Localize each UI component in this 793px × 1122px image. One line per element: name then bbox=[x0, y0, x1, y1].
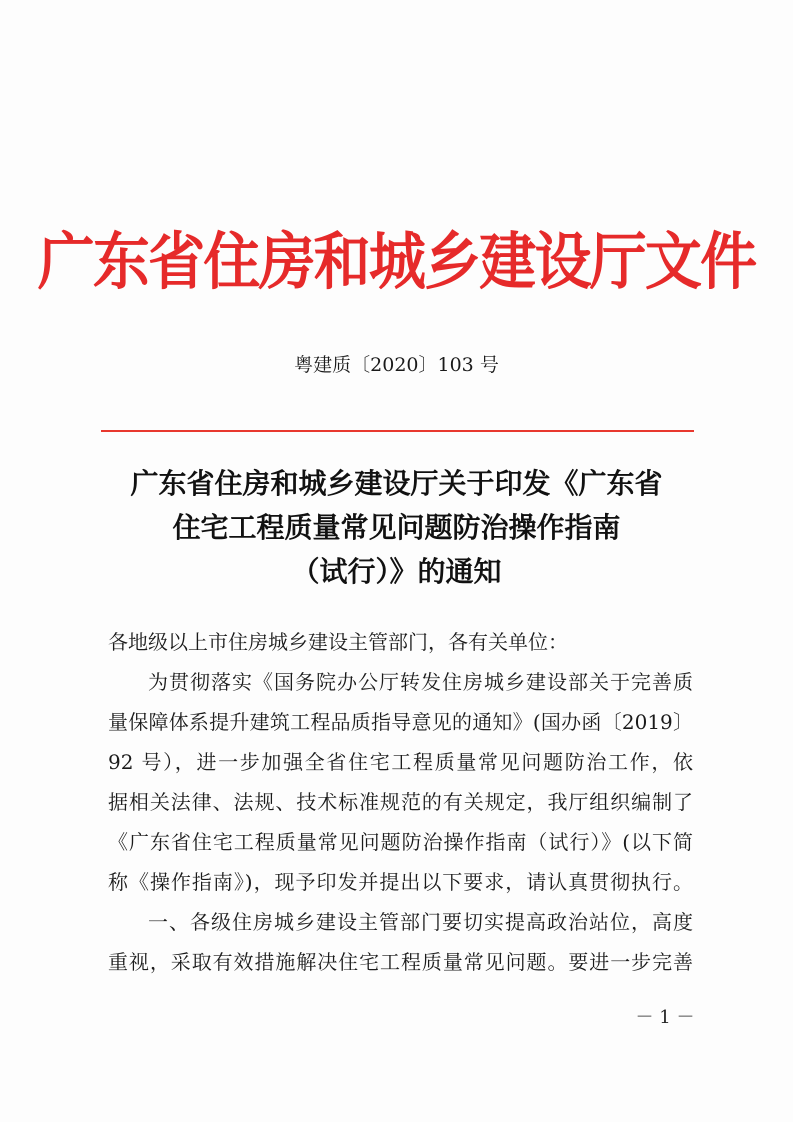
salutation: 各地级以上市住房城乡建设主管部门，各有关单位： bbox=[108, 630, 568, 654]
document-number: 粤建质〔2020〕103 号 bbox=[294, 354, 499, 376]
title-line: 住宅工程质量常见问题防治操作指南 bbox=[172, 511, 621, 544]
paragraph-line: 92 号），进一步加强全省住宅工程质量常见问题防治工作，依 bbox=[108, 750, 693, 774]
paragraph-line: 一、各级住房城乡建设主管部门要切实提高政治站位，高度 bbox=[148, 910, 693, 934]
paragraph-line: 量保障体系提升建筑工程品质指导意见的通知》(国办函〔2019〕 bbox=[108, 710, 693, 734]
paragraph-line: 重视，采取有效措施解决住宅工程质量常见问题。要进一步完善 bbox=[108, 950, 693, 974]
page-number: － 1 － bbox=[635, 1007, 695, 1028]
issuing-authority-header: 广东省住房和城乡建设厅文件 bbox=[37, 225, 756, 298]
title-line: 广东省住房和城乡建设厅关于印发《广东省 bbox=[130, 467, 663, 500]
paragraph-line: 称《操作指南》)，现予印发并提出以下要求，请认真贯彻执行。 bbox=[108, 870, 693, 894]
paragraph-line: 据相关法律、法规、技术标准规范的有关规定，我厅组织编制了 bbox=[108, 790, 693, 814]
document-body bbox=[108, 622, 693, 982]
red-divider-line bbox=[101, 430, 694, 432]
title-line: （试行）》的通知 bbox=[291, 555, 502, 588]
paragraph-line: 《广东省住宅工程质量常见问题防治操作指南（试行）》(以下简 bbox=[108, 830, 693, 854]
paragraph-line: 为贯彻落实《国务院办公厅转发住房城乡建设部关于完善质 bbox=[148, 670, 693, 694]
document-title bbox=[90, 462, 703, 594]
